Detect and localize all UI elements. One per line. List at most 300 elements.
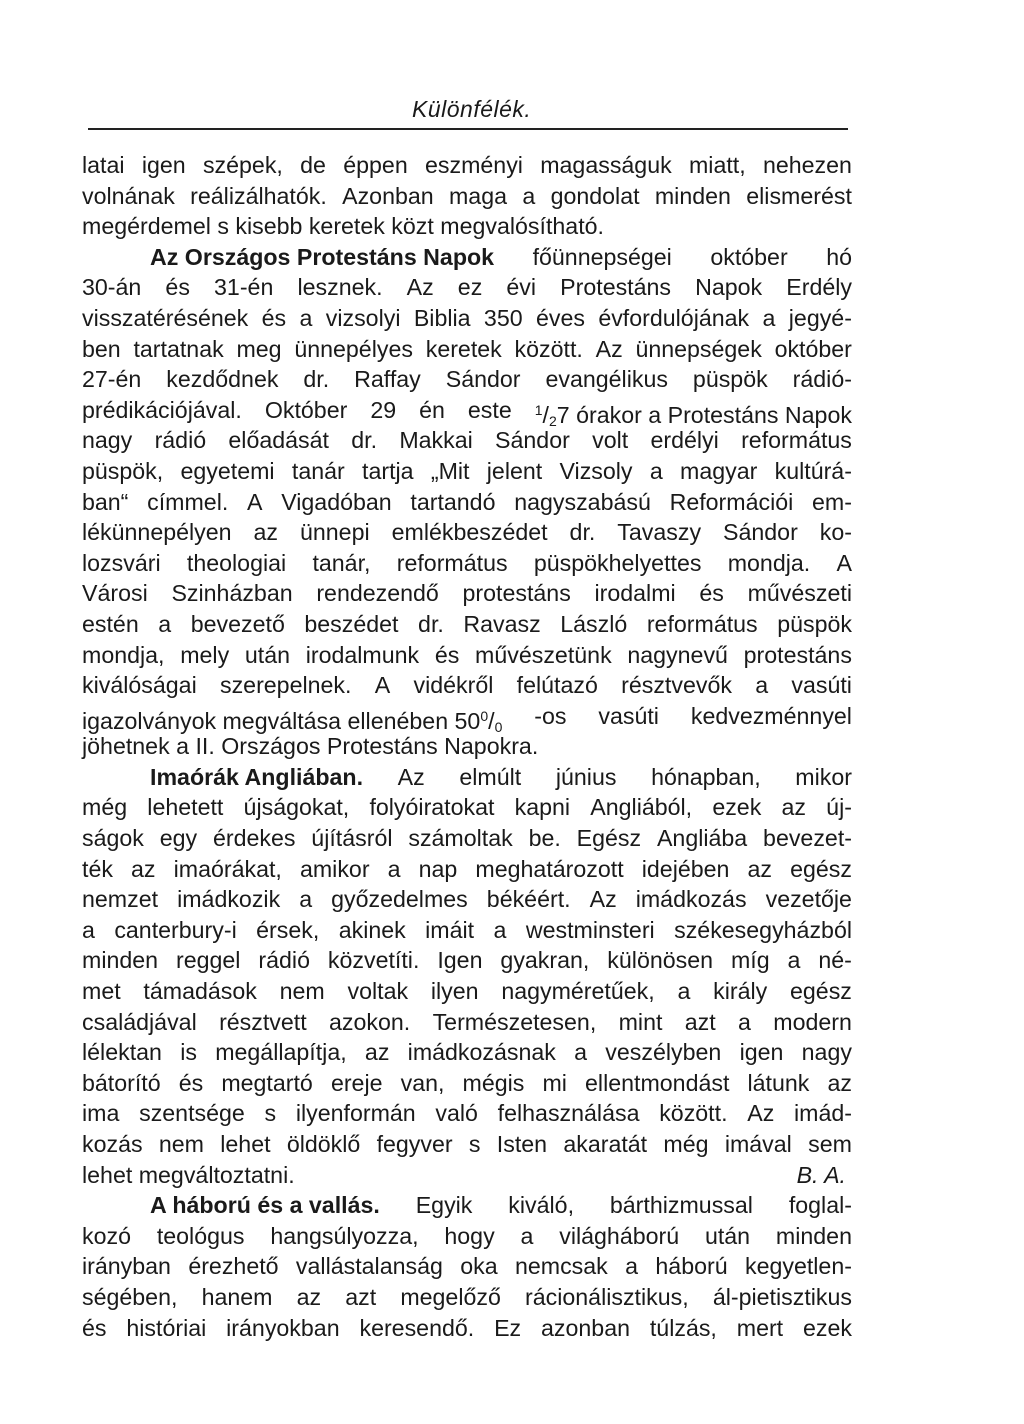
word: között. bbox=[514, 335, 583, 362]
word: a bbox=[493, 916, 507, 943]
word: tanár, bbox=[312, 549, 371, 576]
word: előadását bbox=[228, 427, 329, 454]
word: protestáns bbox=[462, 580, 571, 607]
word: bevezet- bbox=[763, 825, 852, 852]
word: irodalmi bbox=[594, 580, 676, 607]
word: A bbox=[247, 488, 263, 515]
word: mégis bbox=[462, 1069, 525, 1096]
author-signature: B. A. bbox=[796, 1161, 846, 1188]
word: Szinházban bbox=[171, 580, 293, 607]
word: egyetemi bbox=[180, 457, 275, 484]
word: nagy bbox=[82, 427, 133, 454]
word: „Mit bbox=[430, 457, 470, 484]
word: résztvevők bbox=[621, 672, 732, 699]
word: rádió bbox=[154, 427, 207, 454]
word: érezhető bbox=[188, 1253, 279, 1280]
word: ünnepségek bbox=[635, 335, 762, 362]
word: túlzás, bbox=[649, 1314, 717, 1341]
word: a bbox=[82, 916, 95, 943]
word: és bbox=[82, 1314, 107, 1341]
word: szépek, bbox=[202, 152, 283, 178]
word: imádkozik bbox=[177, 886, 281, 913]
word: nem bbox=[158, 1131, 204, 1157]
text-line bbox=[82, 395, 852, 429]
word: mondja, bbox=[82, 641, 165, 668]
word: Protestáns bbox=[560, 274, 672, 301]
word: foglal- bbox=[788, 1192, 852, 1219]
word: bárthizmussal bbox=[609, 1192, 753, 1219]
word: a bbox=[522, 182, 536, 209]
word: erdélyi bbox=[650, 427, 719, 454]
word: a bbox=[738, 1008, 751, 1035]
word: dr. bbox=[351, 427, 378, 454]
word: minden bbox=[775, 1222, 852, 1249]
word: meg bbox=[236, 335, 282, 362]
word: kiváló, bbox=[508, 1192, 575, 1219]
word: után bbox=[244, 641, 291, 668]
running-header bbox=[82, 96, 852, 132]
word: különösen bbox=[607, 947, 714, 974]
text-line bbox=[82, 1068, 852, 1099]
word: király bbox=[713, 978, 768, 1005]
paragraph-protestans-napok bbox=[82, 242, 852, 273]
word: magyar bbox=[680, 457, 758, 484]
word: Erdély bbox=[786, 274, 852, 301]
word: hogy bbox=[444, 1222, 495, 1249]
word: a bbox=[299, 886, 313, 913]
word: és bbox=[165, 274, 190, 301]
word: 27-én bbox=[82, 366, 142, 393]
word: mint bbox=[618, 1008, 663, 1035]
word: Az bbox=[406, 274, 434, 301]
word: családjával bbox=[82, 1008, 197, 1035]
word: igen bbox=[141, 152, 186, 178]
word: az bbox=[364, 1039, 390, 1066]
word: nagynevű bbox=[627, 641, 728, 668]
word: a bbox=[158, 610, 172, 637]
word: evangélikus bbox=[545, 366, 668, 393]
word: imádkozásnak bbox=[407, 1039, 556, 1066]
word: a bbox=[649, 457, 663, 484]
word: imáit bbox=[425, 916, 475, 943]
word: az bbox=[781, 794, 806, 821]
word: évi bbox=[506, 274, 537, 301]
word: dr. bbox=[569, 519, 596, 546]
word: imaórákat, bbox=[173, 855, 282, 882]
word: ereje bbox=[330, 1069, 383, 1096]
word: minden bbox=[654, 182, 731, 209]
word: Az bbox=[589, 886, 617, 913]
word: püspökhelyettes bbox=[533, 549, 702, 576]
word: A bbox=[374, 672, 391, 699]
text-line bbox=[82, 1282, 852, 1313]
word: lozsvári bbox=[82, 549, 161, 576]
word: dr. bbox=[303, 366, 330, 393]
word: elismerést bbox=[746, 182, 852, 209]
word: Természetesen, bbox=[432, 1008, 597, 1035]
word: jelent bbox=[486, 457, 543, 484]
word: évfordulójának bbox=[598, 304, 750, 331]
text-line bbox=[82, 670, 852, 701]
word: nemzet bbox=[82, 886, 159, 913]
word: közvetíti. bbox=[327, 947, 420, 974]
word: gyakran, bbox=[500, 947, 590, 974]
word: miatt, bbox=[688, 152, 746, 178]
text-line bbox=[82, 425, 852, 456]
text-line: megérdemel s kisebb keretek közt megvalósítható. bbox=[82, 213, 604, 240]
word: dr. bbox=[418, 610, 444, 637]
word: is bbox=[180, 1039, 197, 1066]
word: a bbox=[574, 1039, 588, 1066]
word: egész bbox=[790, 855, 852, 882]
word: kezdődnek bbox=[166, 366, 279, 393]
word: vizsolyi bbox=[325, 304, 401, 331]
text-line bbox=[82, 1098, 852, 1129]
text-line bbox=[82, 609, 852, 640]
word: Makkai bbox=[399, 427, 473, 454]
word: igen bbox=[739, 1039, 784, 1066]
word: Vigadóban bbox=[281, 488, 392, 515]
word: egész bbox=[790, 978, 852, 1005]
word: Ez bbox=[494, 1314, 522, 1341]
word: vallástalanság bbox=[295, 1253, 443, 1280]
word: canterbury-i bbox=[114, 916, 237, 943]
word: művészetünk bbox=[475, 641, 612, 668]
word: református bbox=[396, 549, 508, 576]
word: keresendő. bbox=[359, 1314, 475, 1341]
word: a bbox=[755, 672, 769, 699]
word: né- bbox=[818, 947, 852, 974]
text-line bbox=[82, 456, 852, 487]
word: a bbox=[677, 978, 691, 1005]
percent-value: igazolványok megváltása ellenében $50^0/_0$ bbox=[82, 707, 503, 735]
word: főünnepségei bbox=[532, 243, 672, 270]
paragraph-heading: Az Országos Protestáns Napok bbox=[150, 243, 495, 270]
word: tanár bbox=[291, 457, 345, 484]
word: mondja. bbox=[727, 549, 811, 576]
word: megtartó bbox=[221, 1069, 313, 1096]
word: Sándor bbox=[495, 427, 570, 454]
word: nagyméretűek, bbox=[501, 978, 655, 1005]
word: gondolat bbox=[550, 182, 640, 209]
word: címmel. bbox=[147, 488, 229, 515]
text-line bbox=[82, 1251, 852, 1282]
word: rádió- bbox=[792, 366, 852, 393]
word: Igen bbox=[437, 947, 483, 974]
text-line bbox=[82, 823, 852, 854]
word: Városi bbox=[82, 580, 148, 607]
word: mely bbox=[180, 641, 230, 668]
word: azonban bbox=[541, 1314, 630, 1341]
word: kedvezménnyel bbox=[690, 702, 852, 729]
word: püspök bbox=[777, 610, 852, 637]
text-line bbox=[82, 792, 852, 823]
word: kapni bbox=[514, 794, 571, 821]
word: Azonban bbox=[342, 182, 434, 209]
text-line bbox=[82, 976, 852, 1007]
word: ima bbox=[82, 1100, 120, 1127]
word: október bbox=[710, 243, 788, 270]
word: de bbox=[300, 152, 326, 178]
word: támadások bbox=[143, 978, 257, 1005]
word: minden bbox=[82, 947, 159, 974]
text-line bbox=[82, 578, 852, 609]
word: Egyik bbox=[415, 1192, 473, 1219]
word: este bbox=[467, 396, 512, 423]
word: volt bbox=[592, 427, 629, 454]
word: míg bbox=[730, 947, 770, 974]
word: históriai bbox=[126, 1314, 207, 1341]
text-line bbox=[82, 548, 852, 579]
word: és bbox=[178, 1069, 204, 1096]
word: tartandó bbox=[410, 488, 496, 515]
word: 30-án bbox=[82, 274, 142, 301]
word: Napok bbox=[695, 274, 763, 301]
word: mert bbox=[736, 1314, 784, 1341]
word: és bbox=[699, 580, 724, 607]
word: Ravasz bbox=[463, 610, 541, 637]
word: van, bbox=[400, 1069, 445, 1096]
word: művészeti bbox=[747, 580, 852, 607]
word: az bbox=[827, 1069, 852, 1096]
word: hanem bbox=[201, 1283, 273, 1310]
word: kozó bbox=[82, 1222, 131, 1249]
word: irányban bbox=[82, 1253, 171, 1280]
word: kozás bbox=[82, 1131, 143, 1157]
word: modern bbox=[773, 1008, 852, 1035]
word: akaratát bbox=[563, 1131, 648, 1157]
word: ben bbox=[82, 335, 121, 362]
word: vasúti bbox=[791, 672, 852, 699]
word: Raffay bbox=[354, 366, 421, 393]
word: rendezendő bbox=[316, 580, 439, 607]
word: A bbox=[836, 549, 852, 576]
document-page bbox=[82, 0, 852, 1424]
text-line bbox=[82, 884, 852, 915]
text-line bbox=[82, 854, 852, 885]
word: Angliából, bbox=[590, 794, 693, 821]
paragraph-heading: A háború és a vallás. bbox=[150, 1192, 380, 1219]
word: -os bbox=[534, 702, 567, 729]
text-line bbox=[82, 1037, 852, 1068]
word: Az bbox=[397, 763, 425, 790]
word: hó bbox=[826, 243, 852, 270]
word: érsek, bbox=[256, 916, 320, 943]
word: magasságuk bbox=[540, 152, 672, 178]
word: idejében bbox=[641, 855, 730, 882]
word: em- bbox=[812, 488, 852, 515]
word: fegyver bbox=[376, 1131, 453, 1157]
word: a bbox=[787, 947, 801, 974]
word: rádió bbox=[258, 947, 310, 974]
word: szentsége bbox=[139, 1100, 245, 1127]
word: beszédet bbox=[304, 610, 399, 637]
word: ünnepi bbox=[300, 519, 370, 546]
word: azokon. bbox=[329, 1008, 411, 1035]
word: érdekes bbox=[212, 825, 296, 852]
word: szerepelnek. bbox=[219, 672, 352, 699]
word: látunk bbox=[747, 1069, 810, 1096]
word: imádkozás bbox=[635, 886, 747, 913]
word: háború bbox=[655, 1253, 728, 1280]
word: bátorító bbox=[82, 1069, 161, 1096]
word: estén bbox=[82, 610, 139, 637]
word: ték bbox=[82, 855, 113, 882]
word: éppen bbox=[343, 152, 408, 178]
word: elmúlt bbox=[459, 763, 522, 790]
word: Biblia bbox=[413, 304, 471, 331]
word: visszatérésének bbox=[82, 304, 249, 331]
word: megállapítja, bbox=[215, 1039, 347, 1066]
word: ilyenformán bbox=[295, 1100, 416, 1127]
word: met bbox=[82, 978, 121, 1005]
word: hónapban, bbox=[651, 763, 761, 790]
word: vidékről bbox=[413, 672, 494, 699]
word: a bbox=[762, 304, 776, 331]
word: éves bbox=[535, 304, 585, 331]
text-line bbox=[82, 640, 852, 671]
word: amikor bbox=[299, 855, 370, 882]
word: azt bbox=[345, 1283, 377, 1310]
word: westminsteri bbox=[525, 916, 655, 943]
word: lélektan bbox=[82, 1039, 162, 1066]
word: Egész bbox=[576, 825, 642, 852]
word: irodalmunk bbox=[305, 641, 420, 668]
word: nagy bbox=[801, 1039, 852, 1066]
text-line bbox=[82, 517, 852, 548]
word: Az bbox=[747, 1100, 775, 1127]
word: vasúti bbox=[598, 702, 659, 729]
word: mikor bbox=[795, 763, 852, 790]
word: sem bbox=[808, 1131, 852, 1157]
word: az bbox=[747, 855, 773, 882]
word: veszélyben bbox=[605, 1039, 722, 1066]
article-body bbox=[82, 150, 852, 1343]
text-line bbox=[82, 334, 852, 365]
word: bevezető bbox=[190, 610, 285, 637]
word: kiválóságai bbox=[82, 672, 197, 699]
word: október bbox=[774, 335, 852, 362]
word: való bbox=[435, 1100, 478, 1127]
word: meghatározott bbox=[475, 855, 624, 882]
word: tartja bbox=[362, 457, 414, 484]
paragraph-haboru bbox=[82, 1190, 852, 1221]
word: ban“ bbox=[82, 488, 129, 515]
word: maga bbox=[448, 182, 507, 209]
word: felhasználása bbox=[497, 1100, 640, 1127]
word: után bbox=[704, 1222, 751, 1249]
word: székesegyházból bbox=[674, 916, 852, 943]
word: oka bbox=[460, 1253, 498, 1280]
word: ságok bbox=[82, 825, 144, 852]
word: hangsúlyozza, bbox=[270, 1222, 419, 1249]
word: és bbox=[261, 304, 287, 331]
word: Az bbox=[595, 335, 623, 362]
fraction: $^1/_27$ órakor a Protestáns Napok bbox=[534, 401, 852, 429]
word: vezetője bbox=[765, 886, 852, 913]
word: megelőző bbox=[400, 1283, 501, 1310]
word: imával bbox=[724, 1131, 792, 1157]
word: reggel bbox=[176, 947, 241, 974]
word: keretek bbox=[425, 335, 502, 362]
word: győzedelmes bbox=[331, 886, 468, 913]
word: kegyetlen- bbox=[744, 1253, 852, 1280]
word: Reformációi bbox=[669, 488, 794, 515]
word: Október bbox=[264, 396, 348, 423]
word: nagyszabású bbox=[514, 488, 651, 515]
word: a bbox=[520, 1222, 534, 1249]
word: ségében, bbox=[82, 1283, 178, 1310]
text-line bbox=[82, 945, 852, 976]
section-title: Különfélék. bbox=[412, 96, 532, 122]
word: nap bbox=[418, 855, 458, 882]
text-line bbox=[82, 1313, 852, 1344]
word: felútazó bbox=[516, 672, 598, 699]
word: latai bbox=[82, 152, 125, 178]
text-line bbox=[82, 915, 852, 946]
text-line bbox=[82, 701, 852, 735]
word: az bbox=[131, 855, 156, 882]
word: kultúrá- bbox=[774, 457, 852, 484]
text-line bbox=[82, 150, 852, 181]
word: imád- bbox=[794, 1100, 852, 1127]
word: a bbox=[625, 1253, 639, 1280]
text-line bbox=[82, 487, 852, 518]
word: lékünnepélyen bbox=[82, 519, 232, 546]
word: mi bbox=[542, 1069, 567, 1096]
word: résztvett bbox=[219, 1008, 307, 1035]
word: lehetett bbox=[147, 794, 224, 821]
word: emlékbeszédet bbox=[391, 519, 548, 546]
word: békéért. bbox=[486, 886, 571, 913]
word: még bbox=[663, 1131, 709, 1157]
word: a bbox=[299, 304, 313, 331]
word: azt bbox=[684, 1008, 716, 1035]
word: ál-pietisztikus bbox=[712, 1283, 852, 1310]
word: akinek bbox=[338, 916, 406, 943]
text-line bbox=[82, 1129, 852, 1160]
word: Sándor bbox=[445, 366, 521, 393]
word: ko- bbox=[819, 519, 852, 546]
word: ezek bbox=[803, 1314, 852, 1341]
paragraph-heading: Imaórák Angliában. bbox=[150, 763, 364, 790]
word: között. bbox=[659, 1100, 728, 1127]
word: öldöklő bbox=[286, 1131, 361, 1157]
word: s bbox=[264, 1100, 277, 1127]
text-line bbox=[82, 272, 852, 303]
word: én bbox=[419, 396, 445, 423]
text-line: lehet megváltoztatni. B. A. bbox=[82, 1160, 852, 1191]
word: ellentmondást bbox=[585, 1069, 730, 1096]
word: a bbox=[387, 855, 401, 882]
word: még bbox=[82, 794, 128, 821]
word: világháború bbox=[559, 1222, 680, 1249]
word: volnának bbox=[82, 182, 175, 209]
text-line bbox=[82, 303, 852, 334]
word: nem bbox=[279, 978, 325, 1005]
word: egy bbox=[159, 825, 198, 852]
word: theologiai bbox=[186, 549, 287, 576]
word: folyóiratokat bbox=[369, 794, 495, 821]
word: 31-én bbox=[214, 274, 274, 301]
word: be. bbox=[528, 825, 561, 852]
word: Angliába bbox=[656, 825, 748, 852]
word: ilyen bbox=[430, 978, 479, 1005]
word: ezek bbox=[712, 794, 762, 821]
word: protestáns bbox=[743, 641, 852, 668]
word: újságokat, bbox=[243, 794, 350, 821]
word: református bbox=[741, 427, 852, 454]
